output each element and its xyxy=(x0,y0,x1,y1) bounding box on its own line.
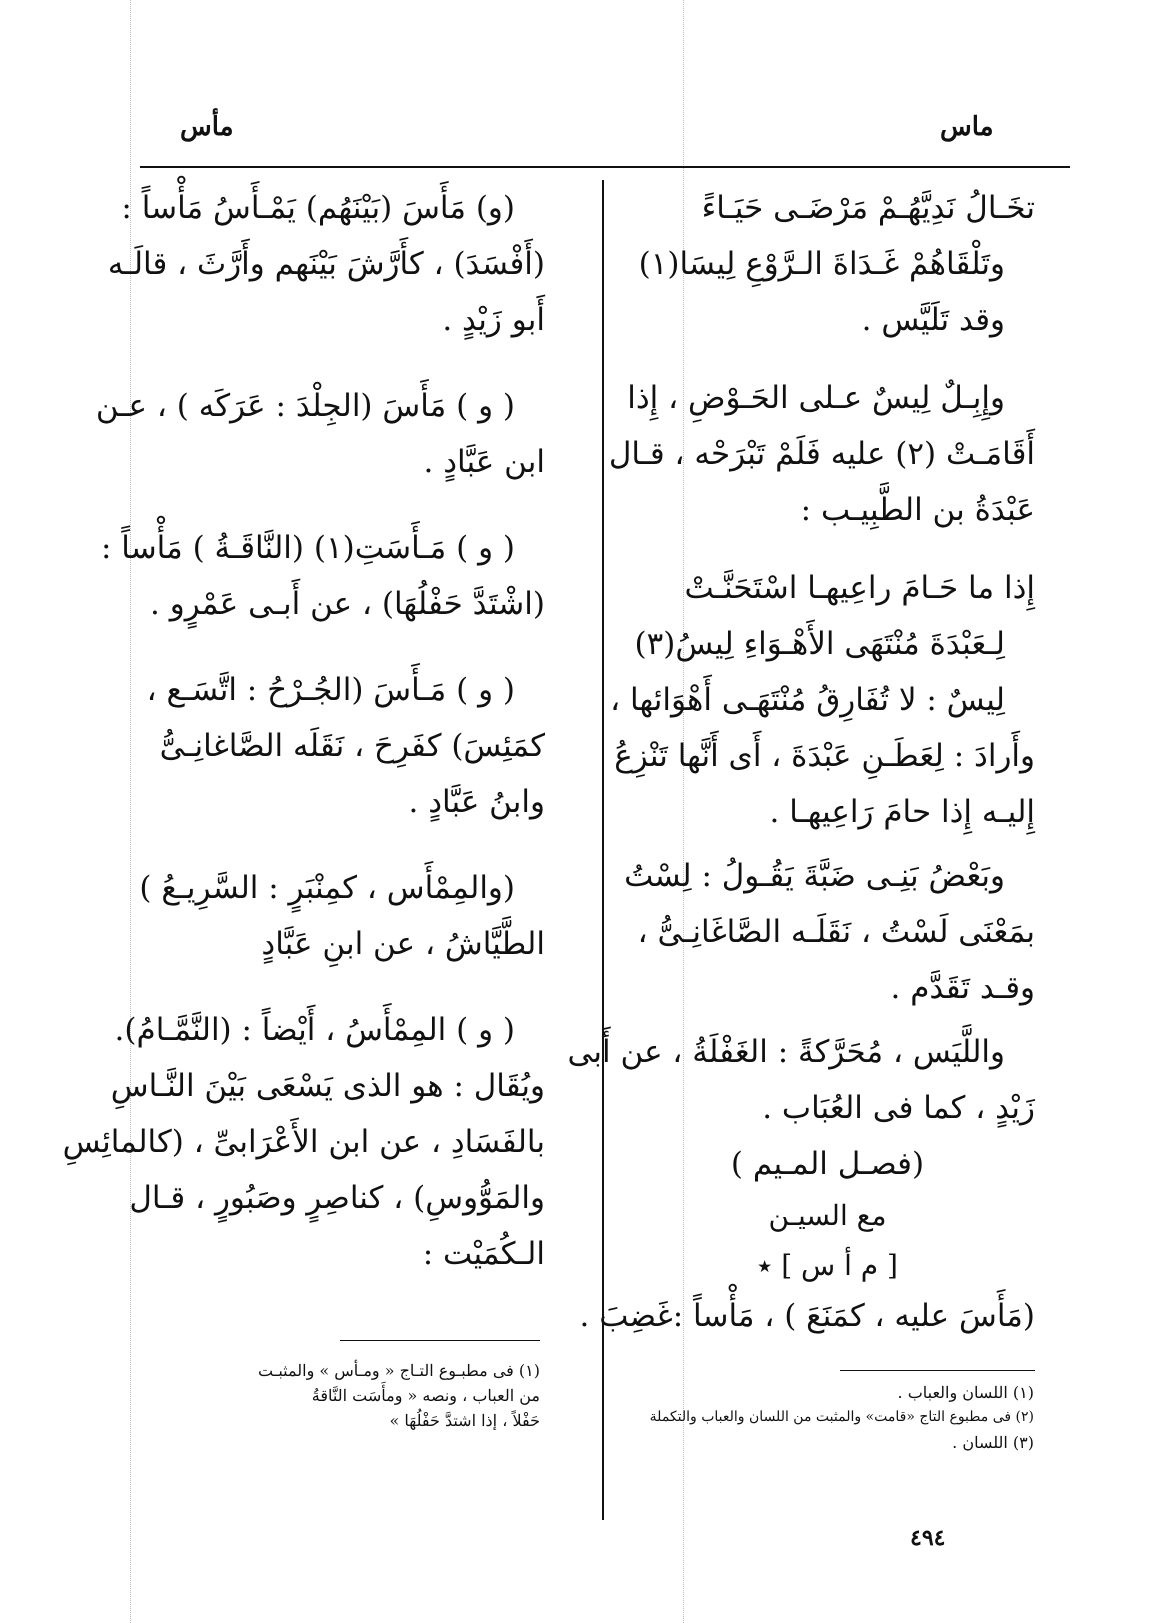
text-line: ( و ) مَأَسَ (الجِلْدَ : عَرَكَه ) ، عـن xyxy=(95,388,515,424)
header-rule xyxy=(140,166,1070,168)
entry-root: [ م أ س ] ٭ xyxy=(757,1249,898,1282)
text-line: وقـد تَقَدَّم . xyxy=(890,970,1035,1006)
text-line: لِيسٌ : لا تُفَارِقُ مُنْتَهَـى أَهْوَائها ، xyxy=(610,682,1005,718)
text-line: (و) مَأَسَ (بَيْنَهُم) يَمْـأَسُ مَأْساً : xyxy=(121,190,515,226)
footnote: (١) اللسان والعباب . xyxy=(897,1383,1034,1402)
text-line: (أَفْسَدَ) ، كأَرَّشَ بَيْنَهم وأَرَّثَ ، قالَـه xyxy=(107,246,545,282)
footnote: حَفْلاً ، إذا اشتدَّ حَفْلُهَا » xyxy=(389,1411,540,1430)
paragraph-gap xyxy=(125,348,545,378)
header-right-word: ماس xyxy=(940,112,994,142)
text-line: واللَّيَس ، مُحَرَّكةً : الغَفْلَةُ ، عن أَبى xyxy=(567,1034,1005,1070)
footnote: (٣) اللسان . xyxy=(952,1433,1034,1452)
text-line: بالفَسَادِ ، عن ابن الأَعْرَابىِّ ، (كالمائِسِ xyxy=(62,1124,545,1160)
footnote: (٢) فى مطبوع التاج «قامت» والمثبت من اللسان والعباب والتكملة xyxy=(649,1409,1034,1425)
page-number: ٤٩٤ xyxy=(910,1525,946,1551)
right-column xyxy=(567,180,1035,1344)
text-line: وأَرادَ : لِعَطَـنِ عَبْدَةَ ، أَى أَنَّها تَنْزِعُ xyxy=(614,738,1035,774)
text-line: أَقَامَـتْ (٢) عليه فَلَمْ تَبْرَحْه ، قـال xyxy=(608,436,1035,472)
footnote: (١) فى مطبـوع التـاج « ومـأس » والمثبـت xyxy=(257,1361,540,1380)
paragraph-gap xyxy=(620,840,1035,848)
text-line: وقد تَلَيَّس . xyxy=(861,302,1005,338)
text-line: وإِبِـلٌ لِيسٌ عـلى الحَـوْضِ ، إِذا xyxy=(627,380,1005,416)
text-line: الطَّيَّاشُ ، عن ابنِ عَبَّادٍ xyxy=(261,926,545,962)
paragraph-gap xyxy=(125,830,545,860)
text-line: (اشْتَدَّ حَفْلُهَا) ، عن أَبـى عَمْرٍو . xyxy=(150,586,545,622)
section-subtitle: مع السيـن xyxy=(768,1199,887,1232)
text-line: كمَئِسَ) كفَرِحَ ، نَقَلَه الصَّاغانِـىُّ xyxy=(159,728,545,764)
text-line: إِليـه إِذا حامَ رَاعِيهـا . xyxy=(769,794,1035,830)
entry-first-line: (مَأَسَ عليه ، كمَنَعَ ) ، مَأْساً :غَضِبَ . xyxy=(579,1298,1035,1334)
text-line: ( و ) مَـأَسَتِ(١) (النَّاقَـةُ ) مَأْساً : xyxy=(100,530,515,566)
paragraph-gap xyxy=(620,1016,1035,1024)
header-left-word: مأس xyxy=(180,112,234,142)
text-line: تخَـالُ نَدِيَّهُـمْ مَرْضَـى حَيَـاءً xyxy=(701,190,1035,226)
text-line: بمَعْنَى لَسْتُ ، نَقَلَـه الصَّاغَانِـىُّ ، xyxy=(637,914,1035,950)
text-line: أَبو زَيْدٍ . xyxy=(442,302,545,338)
left-column xyxy=(62,180,545,1282)
text-line: ابن عَبَّادٍ . xyxy=(423,444,545,480)
text-line: لِـعَبْدَةَ مُنْتَهَى الأَهْـوَاءِ لِيسُ(٣) xyxy=(634,626,1005,662)
right-footnotes xyxy=(612,1380,1034,1455)
paragraph-gap xyxy=(125,972,545,1002)
text-line: ويُقَال : هو الذى يَسْعَى بَيْنَ النَّـاسِ xyxy=(110,1068,545,1104)
section-title: (فصـل المـيم ) xyxy=(730,1146,925,1182)
left-footnotes xyxy=(120,1358,540,1433)
text-line: والمَوُّوسِ) ، كناصِرٍ وصَبُورٍ ، قـال xyxy=(129,1180,545,1216)
text-line: ( و ) مَـأَسَ (الجُـرْحُ : اتَّسَـع ، xyxy=(146,672,515,708)
text-line: إِذا ما حَـامَ راعِيهـا اسْتَحَنَّـتْ xyxy=(684,570,1035,606)
paragraph-gap xyxy=(620,538,1035,560)
text-line: الـكُمَيْت : xyxy=(422,1236,545,1272)
paragraph-gap xyxy=(125,490,545,520)
paragraph-gap xyxy=(125,632,545,662)
right-footnote-rule xyxy=(840,1370,1035,1371)
text-line: (والمِمْأَس ، كمِنْبَرٍ : السَّرِيـعُ ) xyxy=(139,870,515,906)
text-line: وتَلْقَاهُمْ غَـدَاةَ الـرَّوْعِ لِيسَا(١) xyxy=(638,246,1005,282)
text-line: وبَعْضُ بَنِـى ضَبَّةَ يَقُـولُ : لِسْتُ xyxy=(624,858,1005,894)
text-line: عَبْدَةُ بن الطَّبِيـب : xyxy=(800,492,1035,528)
text-line: زَيْدٍ ، كما فى العُبَاب . xyxy=(762,1090,1035,1126)
text-line: وابنُ عَبَّادٍ . xyxy=(408,784,545,820)
text-line: ( و ) المِمْأَسُ ، أَيْضاً : (النَّمَّـامُ). xyxy=(114,1012,515,1048)
paragraph-gap xyxy=(620,348,1035,370)
footnote: من العباب ، ونصه « ومأَسَت النَّاقةُ xyxy=(311,1386,540,1405)
left-footnote-rule xyxy=(340,1340,540,1341)
